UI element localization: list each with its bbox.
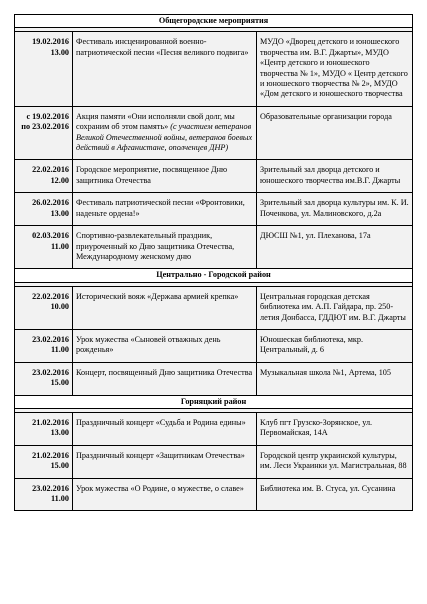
event-row [15,160,413,193]
event-row [15,412,413,445]
event-venue-cell [257,445,413,478]
event-row [15,226,413,269]
event-name: Праздничный концерт «Защитникам Отечества» [76,450,245,460]
event-date-line: 21.02.2016 [32,450,69,460]
event-date-cell [15,160,73,193]
event-row [15,106,413,160]
event-date-cell [15,478,73,511]
event-name-cell [73,478,257,511]
event-venue-cell [257,329,413,362]
section-title: Горняцкий район [15,395,413,408]
event-date-line: 13.00 [50,208,69,218]
event-date-line: по 23.02.2016 [21,122,69,132]
event-date-cell [15,362,73,395]
event-note: (с участием ветеранов Великой Отечественной войны, ветеранов боевых действий в Афганистане, ополченцев ДНР) [76,122,253,153]
event-name-cell [73,193,257,226]
event-venue-cell [257,106,413,160]
section-header-row [15,395,413,408]
event-date-line: 26.02.2016 [32,198,69,208]
event-date-line: 22.02.2016 [32,291,69,301]
event-date-line: 21.02.2016 [32,417,69,427]
event-date-line: 23.02.2016 [32,483,69,493]
event-date-cell [15,329,73,362]
event-venue: ДЮСШ №1, ул. Плеханова, 17а [260,231,371,241]
event-name: Исторический вояж «Держава армией крепка» [76,291,239,301]
event-name-cell [73,106,257,160]
event-name: Городское мероприятие, посвященное Дню защитника Отечества [76,165,228,185]
event-date-cell [15,445,73,478]
event-date-line: 02.03.2016 [32,231,69,241]
event-date-line: 13.00 [50,47,69,57]
event-name: Урок мужества «Сыновей отважных день рожденья» [76,334,221,355]
event-date-cell [15,286,73,329]
event-date-line: 12.00 [50,175,69,185]
event-date-line: 23.02.2016 [32,367,69,377]
event-venue: Центральная городская детская библиотека им. А.П. Гайдара, пр. 250-летия Донбасса, ГДДЮТ им. В.Г. Джарты [260,291,406,322]
schedule-document [14,14,412,511]
event-date-line: 22.02.2016 [32,165,69,175]
event-venue-cell [257,362,413,395]
events-table-body [15,15,413,511]
event-name: Фестиваль патриотической песни «Фронтовики, наденьте ордена!» [76,198,245,218]
event-date-line: 11.00 [51,241,69,251]
event-row [15,478,413,511]
event-date-line: 23.02.2016 [32,334,69,344]
section-header-row [15,15,413,28]
event-name-cell [73,32,257,106]
event-venue: Образовательные организации города [260,111,392,121]
event-name-cell [73,362,257,395]
event-name: Акция памяти «Они исполняли свой долг, мы сохраним об этом память» [76,111,235,132]
event-venue: Городской центр украинской культуры, им. Леси Украинки ул. Магистральная, 88 [260,450,407,471]
section-header-row [15,269,413,282]
event-venue-cell [257,160,413,193]
event-venue: Юношеская библиотека, мкр. Центральный, д. 6 [260,334,364,355]
event-row [15,286,413,329]
event-venue: Музыкальная школа №1, Артема, 105 [260,367,391,377]
event-row [15,193,413,226]
event-name-cell [73,329,257,362]
event-name-cell [73,160,257,193]
event-name: Фестиваль инсценированной военно-патриотической песни «Песня великого подвига» [76,37,249,57]
event-name-cell [73,445,257,478]
event-venue: МУДО «Дворец детского и юношеского творчества им. В.Г. Джарты», МУДО «Центр детского и юношеского творчества № 1», МУДО « Центр детского и юношеского творчества № 2», МУДО «Дом детского и юношеского творчества [260,37,408,99]
section-title: Центрально - Городской район [15,269,413,282]
event-date-line: 11.00 [51,345,69,355]
event-venue-cell [257,286,413,329]
event-name: Урок мужества «О Родине, о мужестве, о славе» [76,483,244,493]
event-name-cell [73,286,257,329]
event-date-line: с 19.02.2016 [26,111,69,121]
event-name-cell [73,226,257,269]
event-date-line: 11.00 [51,494,69,503]
event-date-line: 15.00 [50,461,69,471]
event-row [15,445,413,478]
event-date-cell [15,412,73,445]
event-name-cell [73,412,257,445]
events-table [14,14,413,511]
event-date-line: 19.02.2016 [32,37,69,47]
event-row [15,329,413,362]
event-venue: Зрительный зал дворца культуры им. К. И. Поченкова, ул. Малиновского, д.2а [260,198,409,218]
event-name: Концерт, посвященный Дню защитника Отечества [76,367,253,377]
event-venue: Клуб пгт Грузско-Зорянское, ул. Первомайская, 14А [260,417,373,438]
event-name: Спортивно-развлекательный праздник, приуроченный ко Дню защитника Отечества, Международному женскому дню [76,231,235,261]
section-title: Общегородские мероприятия [15,15,413,28]
event-venue-cell [257,412,413,445]
event-venue-cell [257,226,413,269]
event-row [15,362,413,395]
event-date-line: 13.00 [50,428,69,438]
event-row [15,32,413,106]
event-date-cell [15,32,73,106]
event-name: Праздничный концерт «Судьба и Родина едины» [76,417,246,427]
event-date-cell [15,226,73,269]
event-venue-cell [257,32,413,106]
event-date-line: 15.00 [50,378,69,388]
event-venue-cell [257,478,413,511]
event-venue: Библиотека им. В. Стуса, ул. Сусанина [260,483,396,493]
event-venue-cell [257,193,413,226]
event-venue: Зрительный зал дворца детского и юношеского творчества им.В.Г. Джарты [260,165,401,185]
event-date-cell [15,193,73,226]
event-date-cell [15,106,73,160]
event-date-line: 10.00 [50,302,69,312]
